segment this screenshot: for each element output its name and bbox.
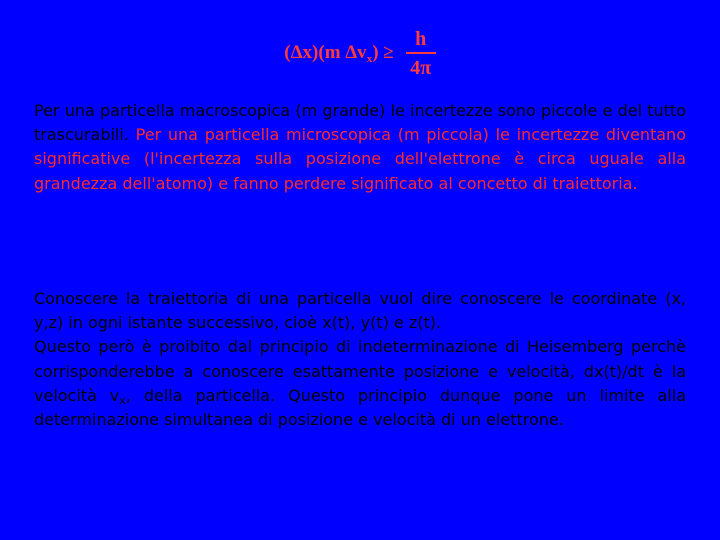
formula-lhs — [284, 42, 393, 65]
paragraph-trajectory-uncertainty — [34, 99, 686, 196]
formula-lhs-close: ) ≥ — [372, 42, 394, 63]
formula-denominator: 4π — [410, 57, 432, 79]
formula-fraction — [406, 28, 436, 79]
formula-lhs-text: (Δx)(m Δv — [284, 42, 367, 63]
formula-subscript: x — [366, 53, 373, 65]
paragraph-heisenberg — [34, 287, 686, 432]
paragraph2-text-a: Conoscere la traiettoria di una particella vuol dire conoscere le coordinate (x, y,z) in ogni istante successivo, cioè x(t), y(t) e z(t). — [34, 289, 686, 333]
paragraph2-text-b: Questo però è proibito dal principio di indeterminazione di Heisemberg perchè corrisponderebbe a conoscere esattamente posizione e velocità, dx(t)/dt è la velocità v — [34, 337, 686, 405]
paragraph2-text-c: , della particella. Questo principio dunque pone un limite alla determinazione simultanea di posizione e velocità di un elettrone. — [34, 385, 686, 430]
formula-numerator: h — [415, 28, 427, 50]
paragraph1-red-text: Per una particella microscopica (m piccola) le incertezze diventano significative (l'incertezza sulla posizione dell'elettrone è circa uguale alla grandezza dell'atomo) e fanno perdere significato al concetto di traiettoria. — [34, 125, 686, 193]
velocity-subscript: x — [119, 393, 126, 407]
uncertainty-formula — [0, 28, 720, 79]
paragraph1-black-text: Per una particella macroscopica (m grande) le incertezze sono piccole e del tutto trascurabili. — [34, 101, 686, 145]
